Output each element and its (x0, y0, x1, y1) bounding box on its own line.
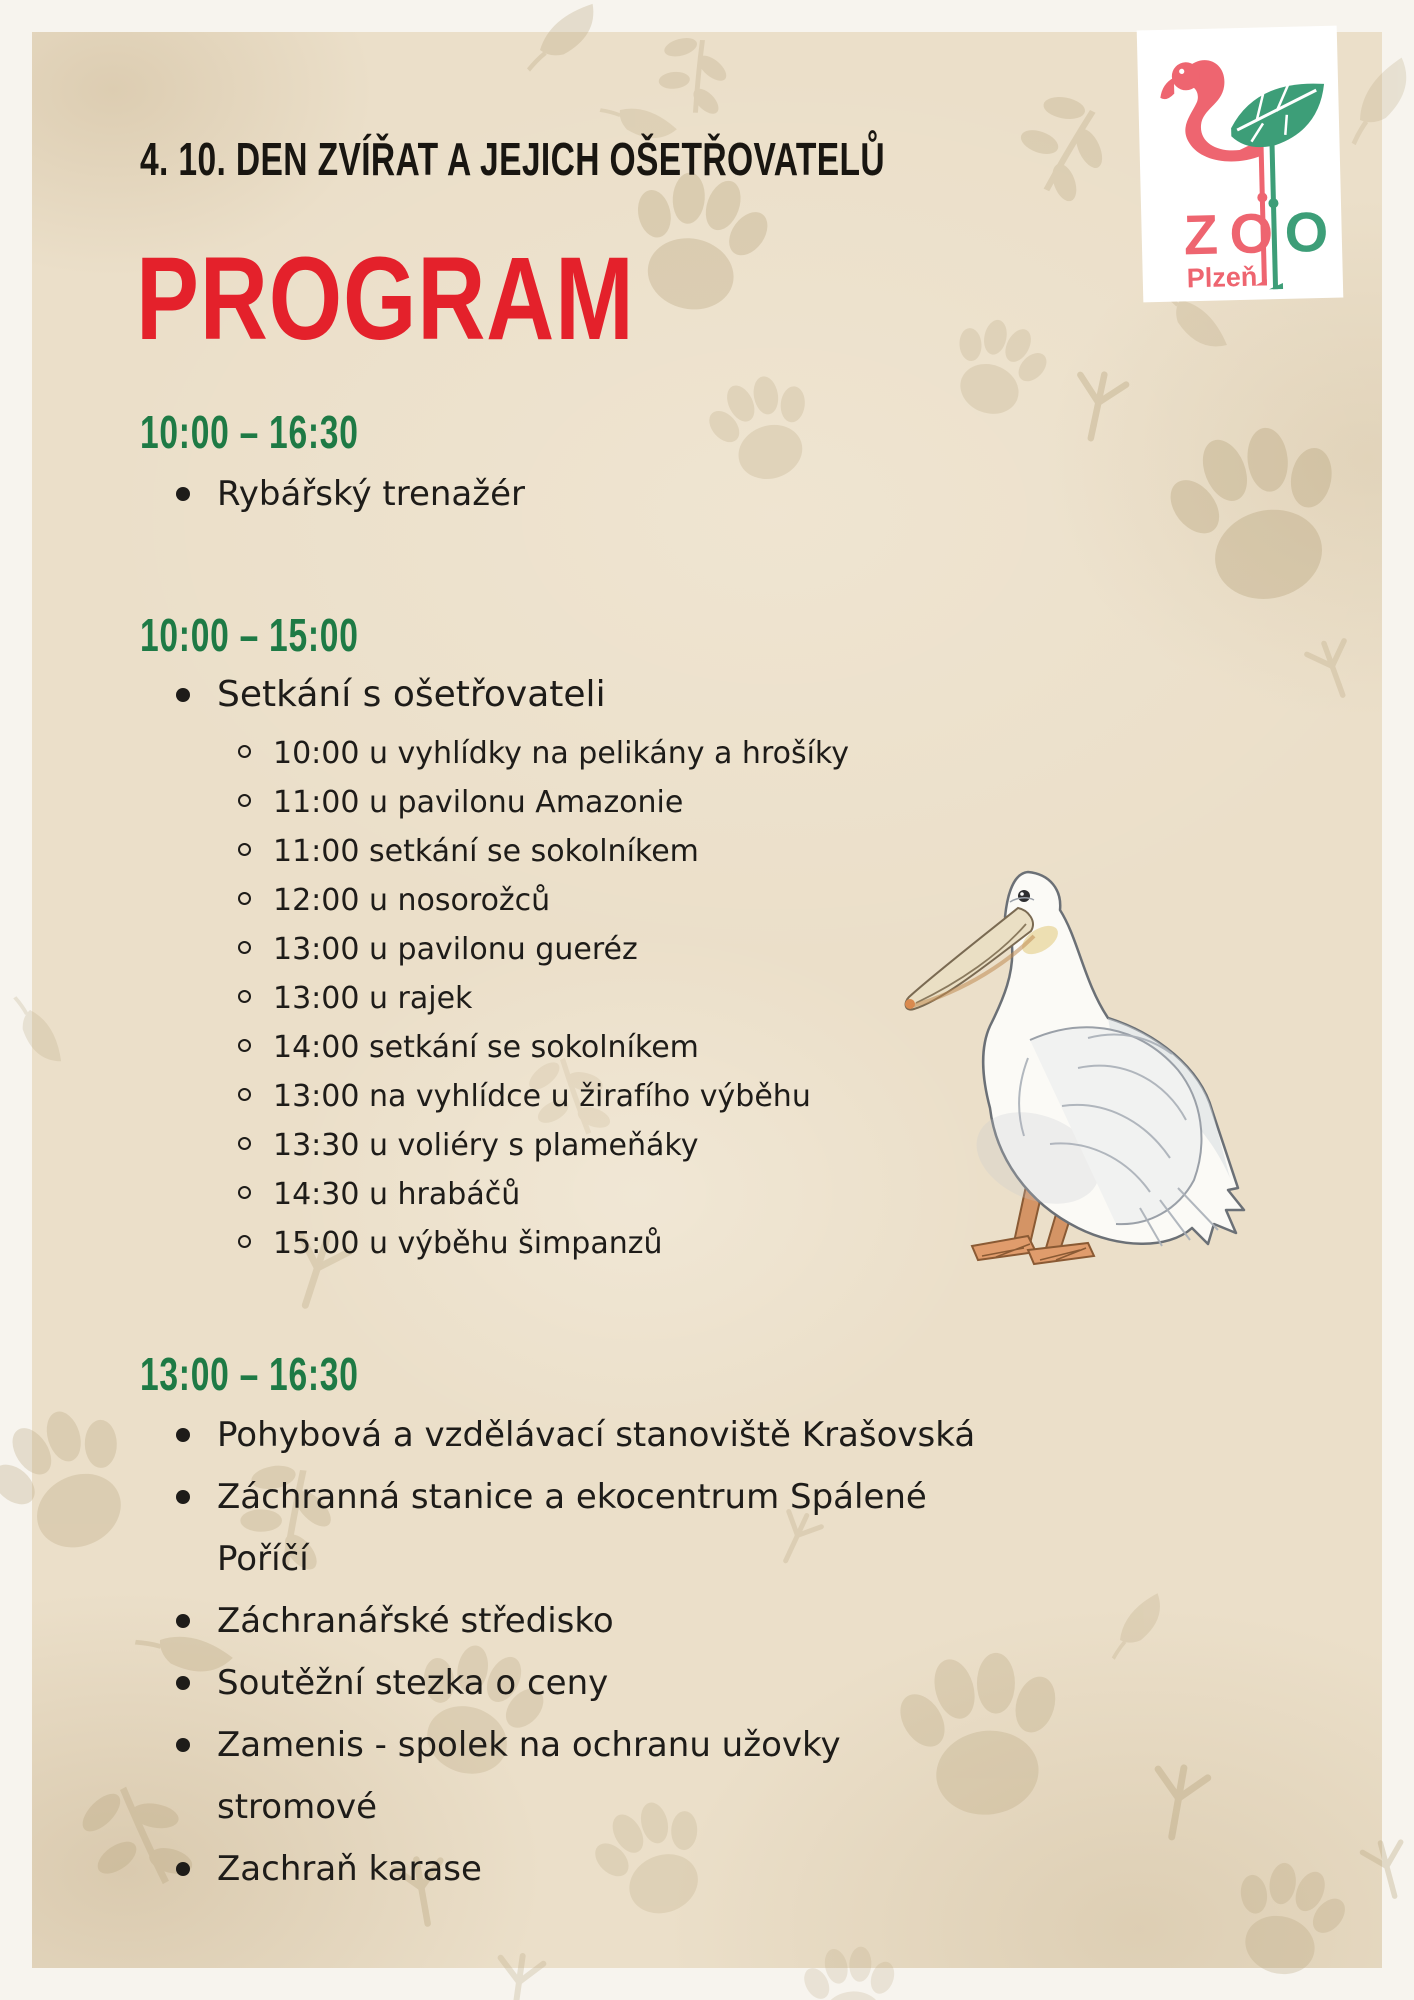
section-2-time (140, 609, 439, 661)
section-2-list (176, 667, 606, 723)
list-item-text: 13:30 u voliéry s plameňáky (273, 1128, 699, 1163)
list-item (176, 667, 606, 723)
bullet-circle-icon (238, 1137, 251, 1150)
bullet-dot-icon (176, 1676, 190, 1690)
bullet-circle-icon (238, 941, 251, 954)
pelican-illustration (878, 858, 1298, 1278)
bullet-circle-icon (238, 1088, 251, 1101)
logo-letter-z: Z (1182, 202, 1217, 267)
list-item-text: 11:00 setkání se sokolníkem (273, 834, 699, 869)
section-1-time-text: 10:00 – 16:30 (140, 406, 359, 458)
section-2-time-text: 10:00 – 15:00 (140, 609, 359, 661)
list-item-text: Soutěžní stezka o ceny (217, 1663, 609, 1703)
list-item (176, 1590, 1012, 1652)
bullet-dot-icon (176, 1862, 190, 1876)
bullet-dot-icon (176, 487, 190, 501)
list-item-text: Setkání s ošetřovateli (217, 674, 606, 715)
bullet-circle-icon (238, 843, 251, 856)
list-item-text: 13:00 u pavilonu gueréz (273, 932, 638, 967)
bullet-dot-icon (176, 1738, 190, 1752)
bullet-dot-icon (176, 688, 190, 702)
list-item-text: Rybářský trenažér (217, 474, 526, 514)
list-item-text: 12:00 u nosorožců (273, 883, 551, 918)
list-item-text: 14:30 u hrabáčů (273, 1177, 521, 1212)
list-item (238, 729, 998, 778)
bullet-circle-icon (238, 1186, 251, 1199)
logo-city-text: Plzeň (1186, 261, 1258, 294)
list-item-text: 13:00 na vyhlídce u žirafího výběhu (273, 1079, 811, 1114)
list-item (176, 1714, 1012, 1838)
section-1-list (176, 468, 525, 520)
poster-title (140, 133, 1161, 185)
list-item (238, 778, 998, 827)
bullet-circle-icon (238, 892, 251, 905)
section-3-time (140, 1348, 439, 1400)
list-item (176, 1404, 1012, 1466)
list-item-text: Zamenis - spolek na ochranu užovky stromové (217, 1725, 841, 1827)
list-item (176, 1838, 1012, 1900)
list-item-text: Pohybová a vzdělávací stanoviště Krašovská (217, 1415, 976, 1455)
list-item-text: 14:00 setkání se sokolníkem (273, 1030, 699, 1065)
program-heading (136, 233, 759, 365)
section-3-list (176, 1404, 1012, 1900)
logo-zoo-text (1182, 199, 1327, 267)
bullet-circle-icon (238, 745, 251, 758)
list-item (176, 1466, 1012, 1590)
section-1-time (140, 406, 439, 458)
list-item-text: Záchranářské středisko (217, 1601, 614, 1641)
bullet-dot-icon (176, 1490, 190, 1504)
list-item (176, 468, 525, 520)
bullet-dot-icon (176, 1614, 190, 1628)
bullet-circle-icon (238, 1235, 251, 1248)
bullet-circle-icon (238, 794, 251, 807)
bullet-dot-icon (176, 1428, 190, 1442)
list-item-text: Zachraň karase (217, 1849, 482, 1889)
list-item-text: 11:00 u pavilonu Amazonie (273, 785, 684, 820)
section-3-time-text: 13:00 – 16:30 (140, 1348, 359, 1400)
poster-title-text: 4. 10. DEN ZVÍŘAT A JEJICH OŠETŘOVATELŮ (140, 133, 886, 185)
list-item-text: 10:00 u vyhlídky na pelikány a hrošíky (273, 736, 849, 771)
bullet-circle-icon (238, 1039, 251, 1052)
zoo-plzen-logo (1137, 26, 1344, 303)
list-item-text: 15:00 u výběhu šimpanzů (273, 1226, 663, 1261)
logo-letter-o1: O (1228, 201, 1272, 266)
program-heading-text: PROGRAM (136, 233, 635, 365)
bullet-circle-icon (238, 990, 251, 1003)
list-item-text: 13:00 u rajek (273, 981, 473, 1016)
logo-letter-o2: O (1283, 199, 1327, 264)
list-item-text: Záchranná stanice a ekocentrum Spálené Poříčí (217, 1477, 927, 1579)
list-item (176, 1652, 1012, 1714)
